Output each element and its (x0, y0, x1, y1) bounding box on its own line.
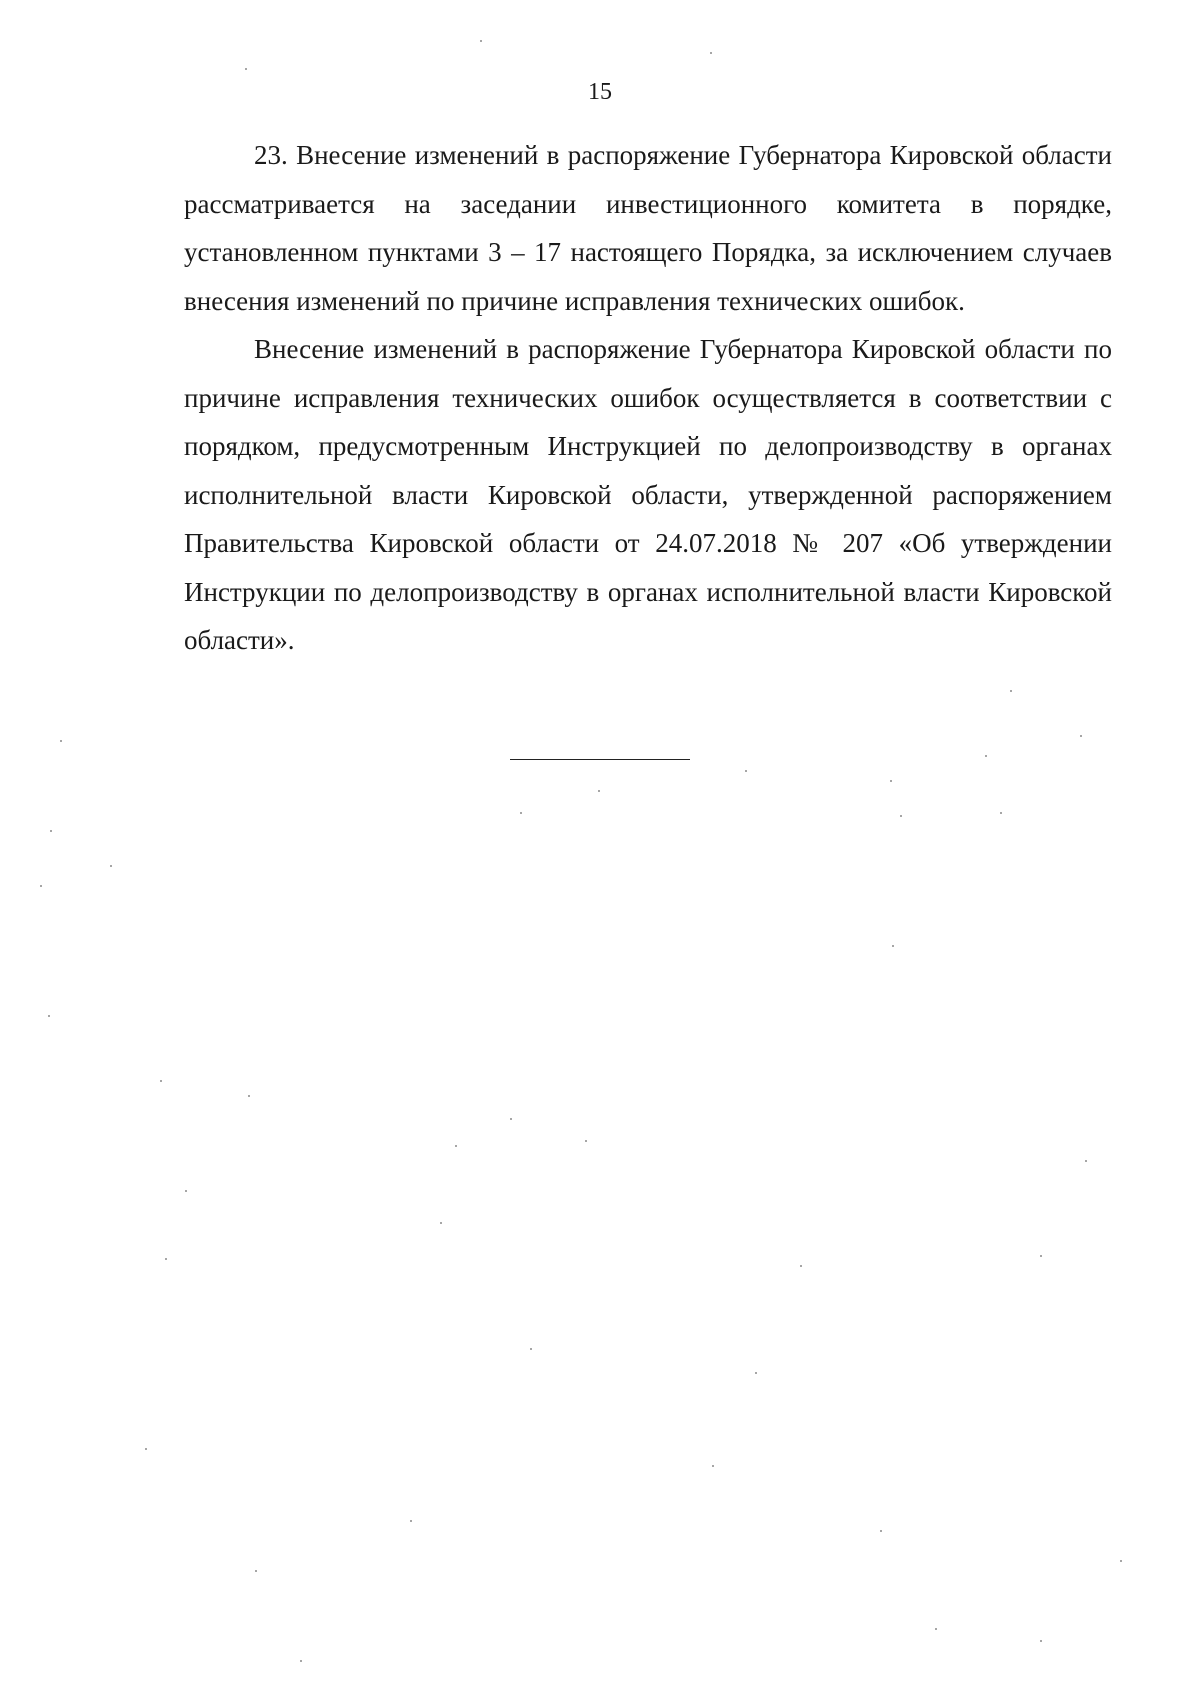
scan-speck (245, 68, 247, 70)
scan-speck (1010, 690, 1012, 692)
paragraph-23-continuation: Внесение изменений в распоряжение Губернатора Кировской области по причине исправления технических ошибок осуществляется в соответствии с порядком, предусмотренным Инструкцией по делопроизводству в органах исполнительной власти Кировской области, утвержденной распоряжением Правительства Кировской области от 24.07.2018 № 207 «Об утверждении Инструкции по делопроизводству в органах исполнительной власти Кировской области». (184, 334, 1112, 655)
scan-speck (410, 1520, 412, 1522)
page-number: 15 (588, 79, 612, 105)
scan-speck (1080, 735, 1082, 737)
scan-speck (745, 770, 747, 772)
scan-speck (165, 1258, 167, 1260)
scan-speck (900, 815, 902, 817)
scan-speck (50, 830, 52, 832)
scan-speck (510, 1118, 512, 1120)
scan-speck (892, 945, 894, 947)
scan-speck (1120, 1560, 1122, 1562)
scan-speck (520, 812, 522, 814)
scan-speck (440, 1222, 442, 1224)
scan-speck (585, 1140, 587, 1142)
scan-speck (710, 52, 712, 54)
scan-speck (145, 1448, 147, 1450)
scan-speck (890, 780, 892, 782)
scan-speck (110, 865, 112, 867)
scan-speck (248, 1095, 250, 1097)
scan-speck (1040, 1255, 1042, 1257)
scan-speck (985, 755, 987, 757)
scan-speck (880, 1530, 882, 1532)
scan-speck (530, 1348, 532, 1350)
scan-speck (60, 740, 62, 742)
scan-speck (1040, 1640, 1042, 1642)
scan-speck (712, 1465, 714, 1467)
scan-speck (800, 1265, 802, 1267)
scan-speck (480, 40, 482, 42)
scan-speck (1000, 812, 1002, 814)
paragraph-23: 23. Внесение изменений в распоряжение Губернатора Кировской области рассматривается на заседании инвестиционного комитета в порядке, установленном пунктами 3 – 17 настоящего Порядка, за исключением случаев внесения изменений по причине исправления технических ошибок. (184, 140, 1112, 316)
scan-speck (1085, 1160, 1087, 1162)
end-separator-line (510, 759, 690, 760)
scan-speck (300, 1660, 302, 1662)
scan-speck (40, 885, 42, 887)
scan-speck (185, 1190, 187, 1192)
scan-speck (160, 1080, 162, 1082)
scan-speck (255, 1570, 257, 1572)
scan-speck (455, 1145, 457, 1147)
scan-speck (48, 1015, 50, 1017)
scan-speck (935, 1628, 937, 1630)
scan-speck (755, 1372, 757, 1374)
scan-speck (598, 790, 600, 792)
document-body (184, 131, 1112, 665)
